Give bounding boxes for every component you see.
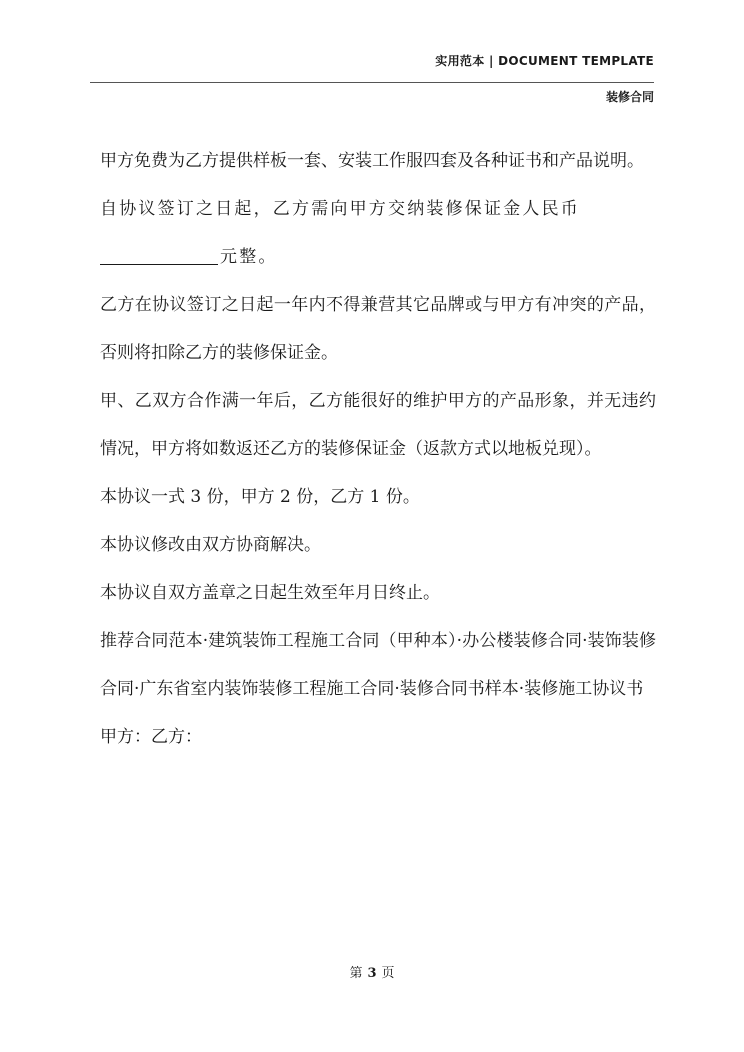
footer-suffix: 页 (381, 966, 395, 981)
deposit-suffix: 元整。 (220, 247, 278, 267)
document-header-subtitle: 装修合同 (605, 90, 654, 104)
deposit-amount-blank (100, 246, 218, 265)
paragraph-deposit (100, 185, 656, 281)
paragraph-signatures: 甲方：乙方： (100, 727, 202, 747)
paragraph-copies: 本协议一式 3 份，甲方 2 份，乙方 1 份。 (100, 487, 420, 507)
page-footer (0, 962, 744, 981)
paragraph-exclusivity: 乙方在协议签订之日起一年内不得兼营其它品牌或与甲方有冲突的产品，否则将扣除乙方的装修保证金。 (100, 295, 656, 363)
paragraph-recommended: 推荐合同范本·建筑装饰工程施工合同（甲种本）·办公楼装修合同·装饰装修合同·广东省室内装饰装修工程施工合同·装修合同书样本·装修施工协议书 (100, 631, 656, 699)
document-header-title: 实用范本 | DOCUMENT TEMPLATE (435, 54, 654, 68)
document-body (100, 137, 656, 761)
paragraph-samples: 甲方免费为乙方提供样板一套、安装工作服四套及各种证书和产品说明。 (100, 151, 644, 171)
page-number: 3 (367, 966, 377, 981)
paragraph-effective: 本协议自双方盖章之日起生效至年月日终止。 (100, 583, 440, 603)
paragraph-refund: 甲、乙双方合作满一年后，乙方能很好的维护甲方的产品形象，并无违约情况，甲方将如数返还乙方的装修保证金（返款方式以地板兑现）。 (100, 391, 656, 459)
paragraph-amendment: 本协议修改由双方协商解决。 (100, 535, 321, 555)
header-divider (90, 82, 654, 83)
footer-prefix: 第 (349, 966, 363, 981)
deposit-text: 自协议签订之日起，乙方需向甲方交纳装修保证金人民币 (100, 199, 580, 219)
